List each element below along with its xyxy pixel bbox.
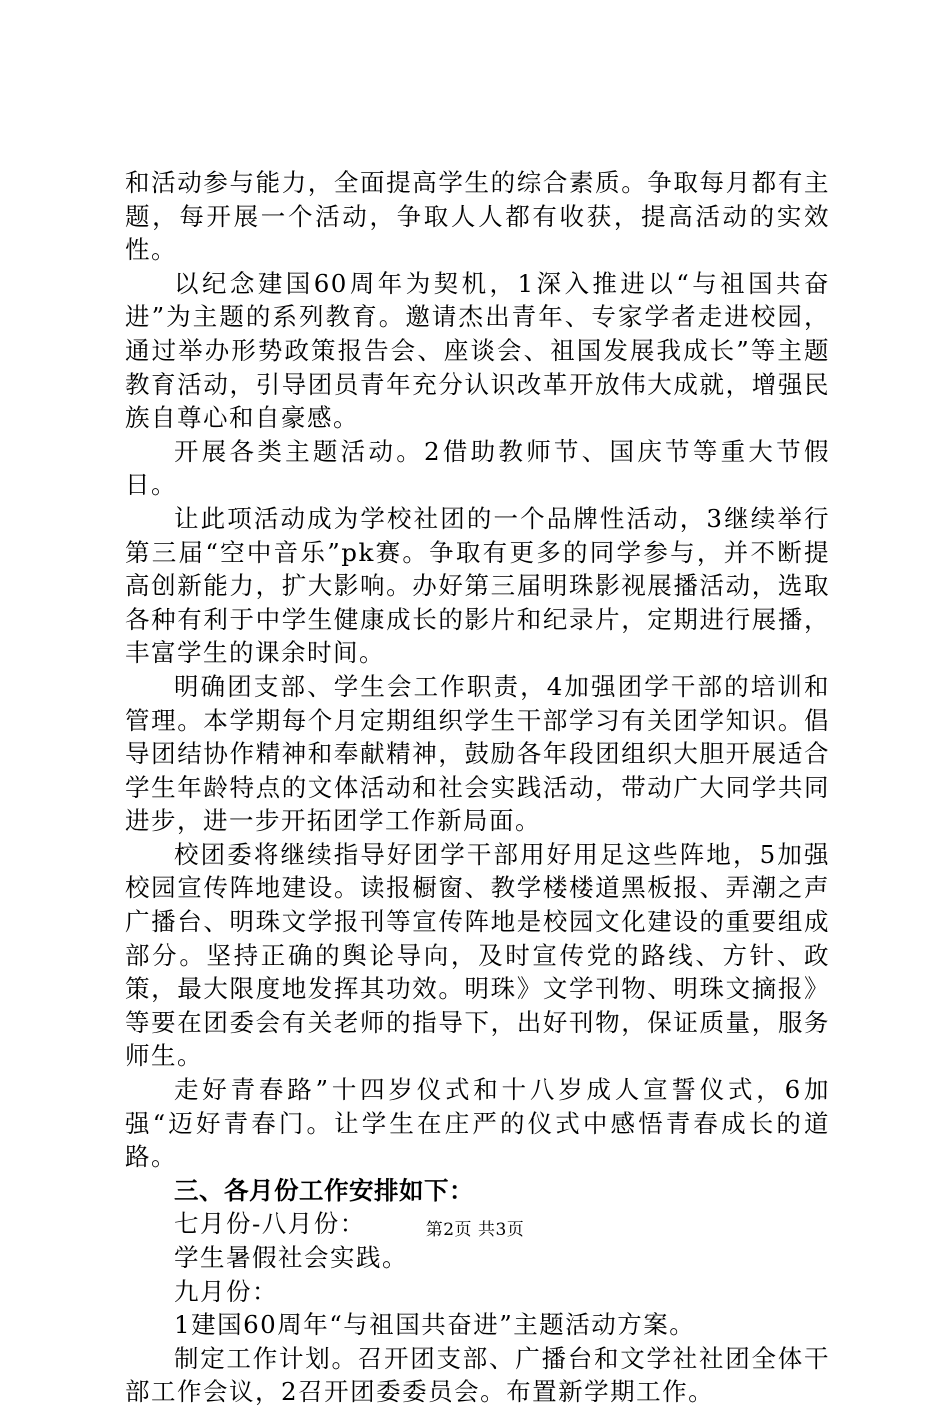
section-heading: 三、各月份工作安排如下： [174,1175,474,1205]
paragraph: 制定工作计划。召开团支部、广播台和文学社社团全体干部工作会议，2召开团委委员会。布置新学期工作。 [125,1343,830,1407]
paragraph: 1建国60周年“与祖国共奋进”主题活动方案。 [174,1310,696,1340]
paragraph: 校团委将继续指导好团学干部用好用足这些阵地，5加强校园宣传阵地建设。读报橱窗、教学楼楼道黑板报、弄潮之声广播台、明珠文学报刊等宣传阵地是校园文化建设的重要组成部分。坚持正确的舆论导向，及时宣传党的路线、方针、政策，最大限度地发挥其功效。明珠》文学刊物、明珠文摘报》等要在团委会有关老师的指导下，出好刊物，保证质量，服务师生。 [125,839,830,1071]
paragraph: 以纪念建国60周年为契机，1深入推进以“与祖国共奋进”为主题的系列教育。邀请杰出青年、专家学者走进校园，通过举办形势政策报告会、座谈会、祖国发展我成长”等主题教育活动，引导团员青年充分认识改革开放伟大成就，增强民族自尊心和自豪感。 [125,268,830,433]
page-number: 第2页 共3页 [425,1220,525,1240]
paragraph: 走好青春路”十四岁仪式和十八岁成人宣誓仪式，6加强“迈好青春门。让学生在庄严的仪式中感悟青春成长的道路。 [125,1075,830,1172]
paragraph: 让此项活动成为学校社团的一个品牌性活动，3继续举行第三届“空中音乐”pk赛。争取有更多的同学参与，并不断提高创新能力，扩大影响。办好第三届明珠影视展播活动，选取各种有利于中学生健康成长的影片和纪录片，定期进行展播，丰富学生的课余时间。 [125,503,830,668]
month-label: 七月份-八月份： [174,1209,366,1239]
paragraph: 和活动参与能力，全面提高学生的综合素质。争取每月都有主题，每开展一个活动，争取人人都有收获，提高活动的实效性。 [125,168,830,265]
paragraph: 学生暑假社会实践。 [174,1243,408,1272]
paragraph: 明确团支部、学生会工作职责，4加强团学干部的培训和管理。本学期每个月定期组织学生干部学习有关团学知识。倡导团结协作精神和奉献精神，鼓励各年段团组织大胆开展适合学生年龄特点的文体活动和社会实践活动，带动广大同学共同进步，进一步开拓团学工作新局面。 [125,671,830,836]
paragraph: 开展各类主题活动。2借助教师节、国庆节等重大节假日。 [125,436,830,500]
page-footer [0,1215,950,1240]
month-label: 九月份： [174,1276,278,1306]
